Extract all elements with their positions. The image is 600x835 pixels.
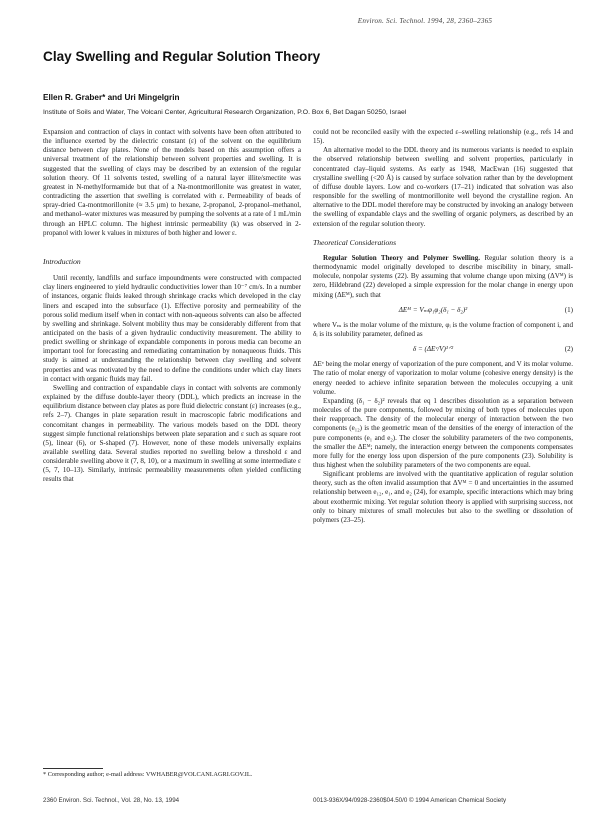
equation-1-body: ΔEᴹ = Vₘφ₁φ₂(δ₁ − δ₂)² [398,305,468,314]
section-heading-theory: Theoretical Considerations [313,237,397,247]
paragraph: ΔEᵛ being the molar energy of vaporization of the pure component, and V its molar volume. The ratio of molar energy of vaporization to molar volume (cohesive energy density) is the energy needed to achieve infinite separation between the molecules occupying a unit volume. [313,360,573,396]
journal-citation: Environ. Sci. Technol. 1994, 28, 2360–2365 [357,17,493,25]
paragraph: Swelling and contraction of expandable clays in contact with solvents are commonly explained by the diffuse double-layer theory (DDL), which predicts an increase in the equilibrium distance between clay plates as pore fluid dielectric constant (ε) increases (e.g., refs 2–7). Changes in plate separation result in macroscopic fabric modifications and concomitant changes in permeability. The various models based on the DDL theory suggest simple functional relationships between plate separation and ε such as square root (5), linear (6), or S-shaped (7). However, none of these models universally explains available swelling data. Several studies reported no swelling below a threshold ε and considerable swelling above it (7, 8, 10), or a maximum in swelling at some intermediate ε (5, 7, 10–13). Similarly, intrinsic permeability measurements often yielded conflicting results that [43,383,301,484]
abstract [43,128,301,242]
abstract-text: Expansion and contraction of clays in contact with solvents have been often attributed to the influence exerted by the dielectric constant (ε) of the solvent on the equilibrium distance between clay plates. None of the models based on this assumption offers a universal treatment of the relationship between solvent properties and swelling. It is suggested that the swelling of clays may be described by an extension of the regular solution theory. Of 11 solvents tested, swelling of a natural layer illite/smectite was greatest in N-methylformamide but that of a Na-montmorillonite was greatest in water, contradicting the assertion that swelling is correlated with ε. Permeability of beads of spray-dried Ca-montmorillonite (≈ 3.5 μm) to hexane, 2-propanol, 2-propanol–methanol, and methanol–water mixtures was measured by pumping the solvents at a rate of 1 mL/min through an HPLC column. The highest intrinsic permeability (k) was observed in 2-propanol with lower k values in mixtures of both higher and lower ε. [43,128,301,237]
footnote-rule [43,768,103,769]
section-heading-introduction: Introduction [43,256,81,266]
paragraph: could not be reconciled easily with the expected ε–swelling relationship (e.g., refs 14 and 15). [313,128,573,146]
article-title: Clay Swelling and Regular Solution Theory [43,49,321,64]
equation-2-body: δ = (ΔEᵛ/V)¹ᐟ² [412,345,454,354]
paragraph: Until recently, landfills and surface impoundments were constructed with compacted clay liners engineered to yield hydraulic conductivities lower than 10⁻⁷ cm/s. In a number of instances, organic fluids leaked through shrinkage cracks which developed in the clay liners and escaped into the subsurface (1). Effective porosity and permeability of the porous solid medium itself when in contact with non-aqueous solvents can also be affected by swelling and shrinkage. Solvent mobility thus may be considerably different from that anticipated on the basis of a given hydraulic conductivity measurement. The ability to predict swelling or shrinkage of expandable components in porous media can become an important tool for forecasting and remediating contamination by nonaqueous fluids. This study is aimed at understanding the relationship between clay swelling and solvent properties and was motivated by the need to define the conditions under which clay liners in contact with organic fluids may fail. [43,274,301,383]
paragraph: An alternative model to the DDL theory and its numerous variants is needed to explain the observed relationship between swelling and solvent properties, particularly in concentrated clay–liquid systems. As early as 1948, MacEwan (16) suggested that crystalline swelling (<20 Å) is caused by surface solvation rather than by the development of diffuse double layers. Low and co-workers (17–21) indicated that solvation was also responsible for the swelling of montmorillonite well beyond the crystalline region. An alternative to the DDL model therefore may be constructed by invoking an analogy between the swelling of expandable clays and the swelling of organic polymers, as described by an extension of the regular solution theory. [313,146,573,228]
right-column [313,128,573,525]
equation-2-number: (2) [564,345,573,354]
footer-page-info: 2360 Environ. Sci. Technol., Vol. 28, No. 13, 1994 [43,797,180,804]
article-authors: Ellen R. Graber* and Uri Mingelgrin [43,93,180,102]
paragraph: Significant problems are involved with the quantitative application of regular solution theory, such as the often invalid assumption that ΔVᴹ = 0 and uncertainties in the assumed relationship between e₁₂, e₁, and e₂ (24), for example, specific interactions which may bring about exothermic mixing. Yet regular solution theory is applied with surprising success, not only to binary mixtures of small molecules but also to the swelling or dissolution of polymers (23–25). [313,470,573,524]
subsection-heading: Regular Solution Theory and Polymer Swelling. [323,253,481,262]
equation-1 [313,306,573,315]
equation-1-number: (1) [564,305,573,314]
paragraph: where Vₘ is the molar volume of the mixture, φᵢ is the volume fraction of component i, and δᵢ is its solubility parameter, defined as [313,320,573,338]
paragraph-regular-solution [313,254,573,300]
paragraph: Expanding (δ₁ − δ₂)² reveals that eq 1 describes dissolution as a separation between molecules of the pure components, followed by mixing of both types of molecules upon their reapproach. The density of the molecular energy of interaction between the two components (e₁₂) is the geometric mean of the densities of the energy of interaction of the pure components (e₁ and e₂). The closer the solubility parameters of the two components, the smaller the ΔEᴹ; namely, the interaction energy between the components compensates more fully for the energy loss upon dispersion of the pure components (23). Solubility is thus highest when the solubility parameters of the two components are equal. [313,396,573,469]
footnote-corresponding-author: * Corresponding author; e-mail address: VWHABER@VOLCANI.AGRI.GOV.IL. [43,771,253,778]
paragraph-text: Regular solution theory is a thermodynamic model originally developed to describe miscibility in binary, small-molecule, nonpolar systems (22). By assuming that volume change upon mixing (ΔVᴹ) is zero, Hildebrand (22) developed a simple expression for the molar change in energy upon mixing (ΔEᴹ), such that [313,253,573,299]
equation-2 [313,345,573,354]
author-affiliation: Institute of Soils and Water, The Volcani Center, Agricultural Research Organization, P.O. Box 6, Bet Dagan 50250, Israel [43,109,407,116]
left-column [43,128,301,485]
footer-copyright: 0013-936X/94/0928-2360$04.50/0 © 1994 American Chemical Society [313,797,507,804]
